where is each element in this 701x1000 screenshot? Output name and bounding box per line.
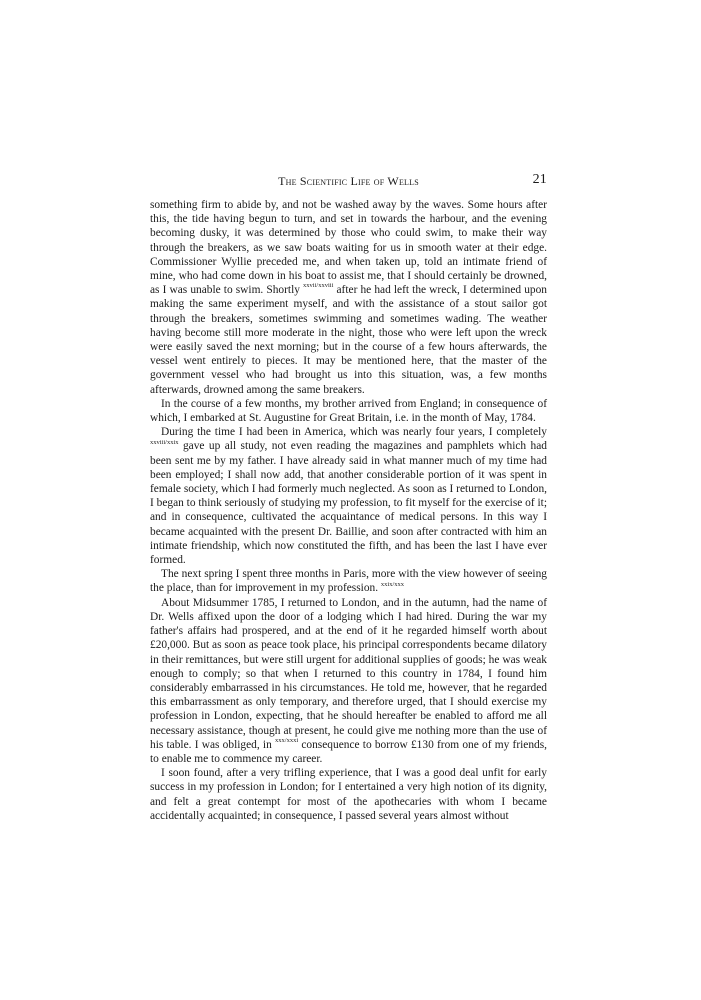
paragraph-3 bbox=[150, 425, 547, 567]
paragraph-text: The next spring I spent three months in Paris, more with the view however of seeing the place, than for improvement in my profession. bbox=[150, 568, 547, 595]
paragraph-text: after he had left the wreck, I determined upon making the same experiment myself, and with the assistance of a stout sailor got through the breakers, sometimes swimming and sometimes wading. The weather having become still more moderate in the night, those who were left upon the wreck were easily saved the next morning; but in the course of a few hours afterwards, the vessel went entirely to pieces. It may be mentioned here, that the master of the government vessel who had brought us into this situation, was, a few months afterwards, drowned among the same breakers. bbox=[150, 284, 547, 396]
running-title-text: The Scientific Life of Wells bbox=[278, 174, 419, 188]
paragraph-text: In the course of a few months, my brother arrived from England; in consequence of which, I embarked at St. Augustine for Great Britain, i.e. in the month of May, 1784. bbox=[150, 397, 547, 425]
book-page bbox=[150, 172, 547, 823]
body-text bbox=[150, 198, 547, 823]
folio-marker: xxviii/xxix bbox=[150, 438, 179, 446]
folio-marker: xxvii/xxviii bbox=[303, 282, 334, 290]
paragraph-text: About Midsummer 1785, I returned to London, and in the autumn, had the name of Dr. Wells affixed upon the door of a lodging which I had hired. During the war my father's affairs had prospered, and at the end of it he regarded himself worth about £20,000. But as soon as peace took place, his principal correspondents became dilatory in their remittances, but were still urgent for additional supplies of goods; he was weak enough to comply; so that when I returned to this country in 1784, I found him considerably embarrassed in his circumstances. He told me, however, that he regarded this embarrassment as only temporary, and therefore urged, that I should exercise my profession in London, expecting, that he should hereafter be enabled to afford me all necessary assistance, though at present, he could give me nothing more than the use of his table. I was obliged, in bbox=[150, 596, 547, 751]
paragraph-4 bbox=[150, 567, 547, 595]
paragraph-text: I soon found, after a very trifling experience, that I was a good deal unfit for early success in my profession in London; for I entertained a very high notion of its dignity, and felt a great contempt for most of the apothecaries with whom I became accidentally acquainted; in consequence, I passed several years almost without bbox=[150, 767, 547, 822]
paragraph-5 bbox=[150, 596, 547, 766]
running-head bbox=[150, 172, 547, 194]
paragraph-text: gave up all study, not even reading the magazines and pamphlets which had been sent me by my father. I have already said in what manner much of my time had been employed; I shall now add, that another considerable portion of it was spent in female society, which I had formerly much neglected. As soon as I returned to London, I began to think seriously of studying my profession, to fit myself for the exercise of it; and in consequence, cultivated the acquaintance of medical persons. In this way I became acquainted with the present Dr. Baillie, and soon after contracted with him an intimate friendship, which now constituted the fifth, and has been the last I have ever formed. bbox=[150, 440, 548, 567]
paragraph-6 bbox=[150, 766, 547, 823]
paragraph-1 bbox=[150, 198, 547, 397]
running-title bbox=[150, 174, 547, 189]
page-number: 21 bbox=[532, 172, 547, 187]
paragraph-2 bbox=[150, 397, 547, 425]
folio-marker: xxx/xxxi bbox=[275, 736, 299, 744]
paragraph-text: consequence to borrow £130 from one of my friends, to enable me to commence my career. bbox=[150, 738, 548, 765]
paragraph-text: something firm to abide by, and not be washed away by the waves. Some hours after this, the tide having begun to turn, and set in towards the harbour, and the evening becoming dusky, it was determined by those who could swim, to make their way through the breakers, as we saw boats waiting for us in smooth water at their edge. Commissioner Wyllie preceded me, and when taken up, told an intimate friend of mine, who had come down in his boat to assist me, that I should certainly be drowned, as I was unable to swim. Shortly bbox=[150, 199, 547, 297]
folio-marker: xxix/xxx bbox=[380, 580, 405, 588]
paragraph-text: During the time I had been in America, which was nearly four years, I completely bbox=[161, 426, 547, 439]
